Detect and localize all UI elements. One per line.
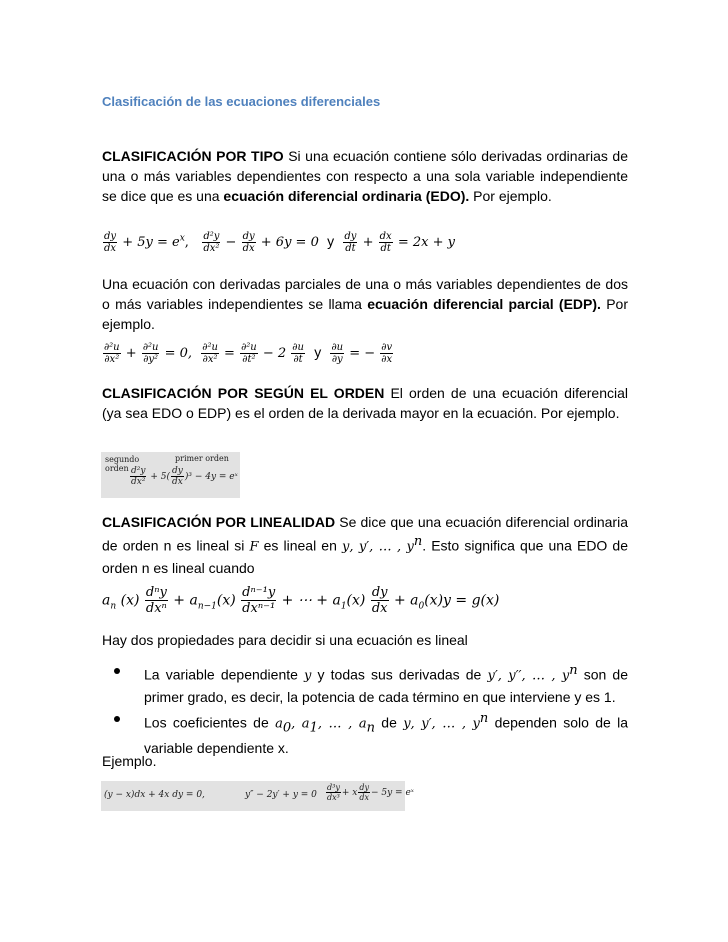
document-title: Clasificación de las ecuaciones diferenciales [102,94,381,109]
orden-paragraph [102,383,628,423]
bullet2-m1c: , … , 𝑎 [317,716,367,732]
orden-eq-tail: − 4y = eˣ [194,472,238,482]
bullet-icon [114,668,120,674]
bullet2-m1-s0: 0 [282,720,292,736]
frac-d2y-dx2: $\frac{\text{𝑑²𝑦}}{\text{𝑑𝑥²}}$ [203,231,220,254]
segundo-orden-label: segundo orden [105,455,140,473]
edo-eq2-mid: − [225,235,237,250]
bullet2-t3: dependen solo de la variable dependiente x. [144,714,629,757]
bullet2-m1b: , 𝑎 [291,716,310,732]
linear-ode-equation [102,585,499,616]
tipo-heading: CLASIFICACIÓN POR TIPO [102,148,284,164]
linear-eq-tail: (𝑥)𝑦 = 𝑔(𝑥) [424,592,500,609]
frac-dy-dx: $\frac{\text{𝑑𝑦}}{\text{𝑑𝑥}}$ [104,231,117,254]
bullet1-t1: La variable dependiente [144,666,305,683]
example-eq1: (y − x)dx + 4x dy = 0, [104,790,205,800]
coef-an-arg: (𝑥) [120,592,140,609]
linealidad-text1: Se dice que una ecuación diferencial ordinaria de orden n es lineal si [102,514,628,554]
coef-an1-arg: (𝑥) [216,592,236,609]
linear-example-image [101,781,414,811]
edp-text2: Por ejemplo. [102,296,628,332]
edp-paragraph [102,274,628,334]
orden-example-image [101,452,240,498]
bullet1-m1: 𝑦 [304,668,312,684]
tipo-text2: Por ejemplo. [469,188,552,204]
frac-dx-dt: $\frac{\text{𝑑𝑥}}{\text{𝑑𝑡}}$ [379,231,392,254]
tipo-bold: ecuación diferencial ordinaria (EDO). [223,188,470,204]
example-eq3: $\frac{\text{d³y}}{\text{dx³}}$ + x $\frac{dy}{dx}$ − 5y = eˣ [327,783,414,802]
coef-an: 𝑎 [102,592,111,609]
bullet2-m1: 𝑎 [275,716,283,732]
example-eq3-mid: + x [341,788,358,798]
edp-eq1-rhs: = 0, [164,346,193,361]
edp-text1: Una ecuación con derivadas parciales de una o más variables dependientes de dos o más variables independientes se llama [102,276,628,312]
bullet1-t2: y todas sus derivadas de [311,666,488,683]
orden-equation: $\frac{\text{d²y}}{\text{dx²}}$ + 5( $\frac{dy}{dx}$ )³ − 4y = eˣ [131,466,238,487]
frac-dv-dx: $\frac{\text{∂𝑣}}{\text{∂𝑥}}$ [381,342,393,365]
coef-a0: + 𝑎 [393,592,419,609]
bullet1-m2: 𝑦′, 𝑦′′, … , 𝑦 [487,668,570,684]
frac-dy-dx-2: $\frac{\text{𝑑𝑦}}{\text{𝑑𝑥}}$ [242,231,255,254]
example-eq3-tail: − 5y = eˣ [370,788,414,798]
frac-d2u-dx2-b: $\frac{\text{∂²𝑢}}{\text{∂𝑥²}}$ [202,342,218,365]
edo-sep: , [184,235,189,250]
frac-dy-dx-lin: $\frac{\text{𝑑𝑦}}{\text{𝑑𝑥}}$ [371,585,388,616]
bullet1-t3: son de primer grado, es decir, la potencia de cada término en que interviene y es 1. [144,666,628,705]
ejemplo-label: Ejemplo. [102,753,157,769]
bullet2-m1-sn: 𝑛 [366,720,375,736]
linealidad-vars-exp: 𝑛 [413,534,423,549]
example-eq2: y″ − 2y′ + y = 0 [245,790,317,800]
linealidad-text2: es lineal en [258,537,342,554]
tipo-paragraph [102,146,628,206]
orden-text: El orden de una ecuación diferencial (ya sea EDO o EDP) es el orden de la derivada mayor en la ecuación. Por ejemplo. [102,385,628,421]
list-item [110,661,628,707]
bullet2-t2: de [374,714,404,731]
coef-a1: + ⋯ + 𝑎 [281,592,341,609]
frac-d2u-dt2: $\frac{\text{∂²𝑢}}{\text{∂𝑡²}}$ [241,342,257,365]
edp-eq3-rhs: = − [349,346,376,361]
properties-list [110,661,628,760]
frac-du-dt: $\frac{\text{∂𝑢}}{\text{∂𝑡}}$ [292,342,304,365]
linealidad-text3: . Esto significa que una EDO de orden n es lineal cuando [102,537,629,576]
edo-eq3-rhs: = 2𝑥 + 𝑦 [397,235,455,250]
edo-and: y [327,233,335,249]
edo-eq2-rhs: + 6𝑦 = 0 [260,235,319,250]
frac-d2u-dx2: $\frac{\text{∂²𝑢}}{\text{∂𝑥²}}$ [104,342,120,365]
coef-an1: + 𝑎 [173,592,198,609]
coef-an-sub: 𝑛 [110,601,117,612]
frac-dny-dxn: $\frac{\text{𝑑ⁿ𝑦}}{\text{𝑑𝑥ⁿ}}$ [145,585,167,616]
linealidad-F: 𝐹 [249,539,259,555]
edo-eq1-rhs: + 5𝑦 = 𝑒 [122,235,180,250]
frac-dn1y-dxn1: $\frac{\text{𝑑ⁿ⁻¹𝑦}}{\text{𝑑𝑥ⁿ⁻¹}}$ [242,585,276,616]
edp-eq2-rhs: − 2 [262,346,287,361]
linealidad-heading: CLASIFICACIÓN POR LINEALIDAD [102,514,336,530]
bullet2-t1: Los coeficientes de [144,714,276,731]
edp-examples: $\frac{\text{∂²𝑢}}{\text{∂𝑥²}}$ + $\frac{\text{∂²𝑢}}{\text{∂𝑦²}}$ = 0, $\frac{\text{∂²𝑢}}{\text{∂𝑥²}}$ = $\frac{\text{∂²𝑢}}{\text{∂𝑡²}}$ − 2 $\frac{\text{∂𝑢}}{\text{∂𝑡}}$ y $\frac{\text{∂𝑢}}{\text{∂𝑦}}$ = − $\frac{\text{∂𝑣}}{\text{∂𝑥}}$ [104,342,393,365]
linealidad-vars: 𝑦, 𝑦′, … , 𝑦 [342,539,414,555]
bullet1-m2-exp: 𝑛 [569,663,578,678]
coef-a1-sub: 1 [340,601,347,612]
primer-orden-label: primer orden [175,454,229,463]
orden-heading: CLASIFICACIÓN POR SEGÚN EL ORDEN [102,385,385,401]
edp-bold: ecuación diferencial parcial (EDP). [367,296,601,312]
bullet2-m2-exp: 𝑛 [479,710,489,726]
tipo-text1: Si una ecuación contiene sólo derivadas ordinarias de una o más variables dependientes con respecto a una sola variable independiente se dice que es una [102,148,628,204]
bullet-icon [114,716,120,722]
bullet2-m1-s1: 1 [309,720,318,736]
coef-an1-sub: 𝑛−1 [197,601,217,612]
coef-a1-arg: (𝑥) [346,592,366,609]
linealidad-paragraph [102,512,628,578]
coef-a0-sub: 0 [418,601,425,612]
frac-dy-dt: $\frac{\text{𝑑𝑦}}{\text{𝑑𝑡}}$ [344,231,357,254]
frac-du-dy: $\frac{\text{∂𝑢}}{\text{∂𝑦}}$ [331,342,344,365]
edp-and: y [314,344,322,360]
edo-eq1-exp: 𝑥 [179,233,185,244]
props-intro: Hay dos propiedades para decidir si una ecuación es lineal [102,632,468,648]
frac-d2u-dy2: $\frac{\text{∂²𝑢}}{\text{∂𝑦²}}$ [142,342,159,365]
bullet2-m2: 𝑦, 𝑦′, … , 𝑦 [403,716,480,732]
edo-examples: $\frac{\text{𝑑𝑦}}{\text{𝑑𝑥}}$ + 5𝑦 = 𝑒$^𝑥$, $\frac{\text{𝑑²𝑦}}{\text{𝑑𝑥²}}$ − $\frac{\text{𝑑𝑦}}{\text{𝑑𝑥}}$ + 6𝑦 = 0 y $\frac{\text{𝑑𝑦}}{\text{𝑑𝑡}}$ + $\frac{\text{𝑑𝑥}}{\text{𝑑𝑡}}$ = 2𝑥 + 𝑦 [104,231,455,254]
